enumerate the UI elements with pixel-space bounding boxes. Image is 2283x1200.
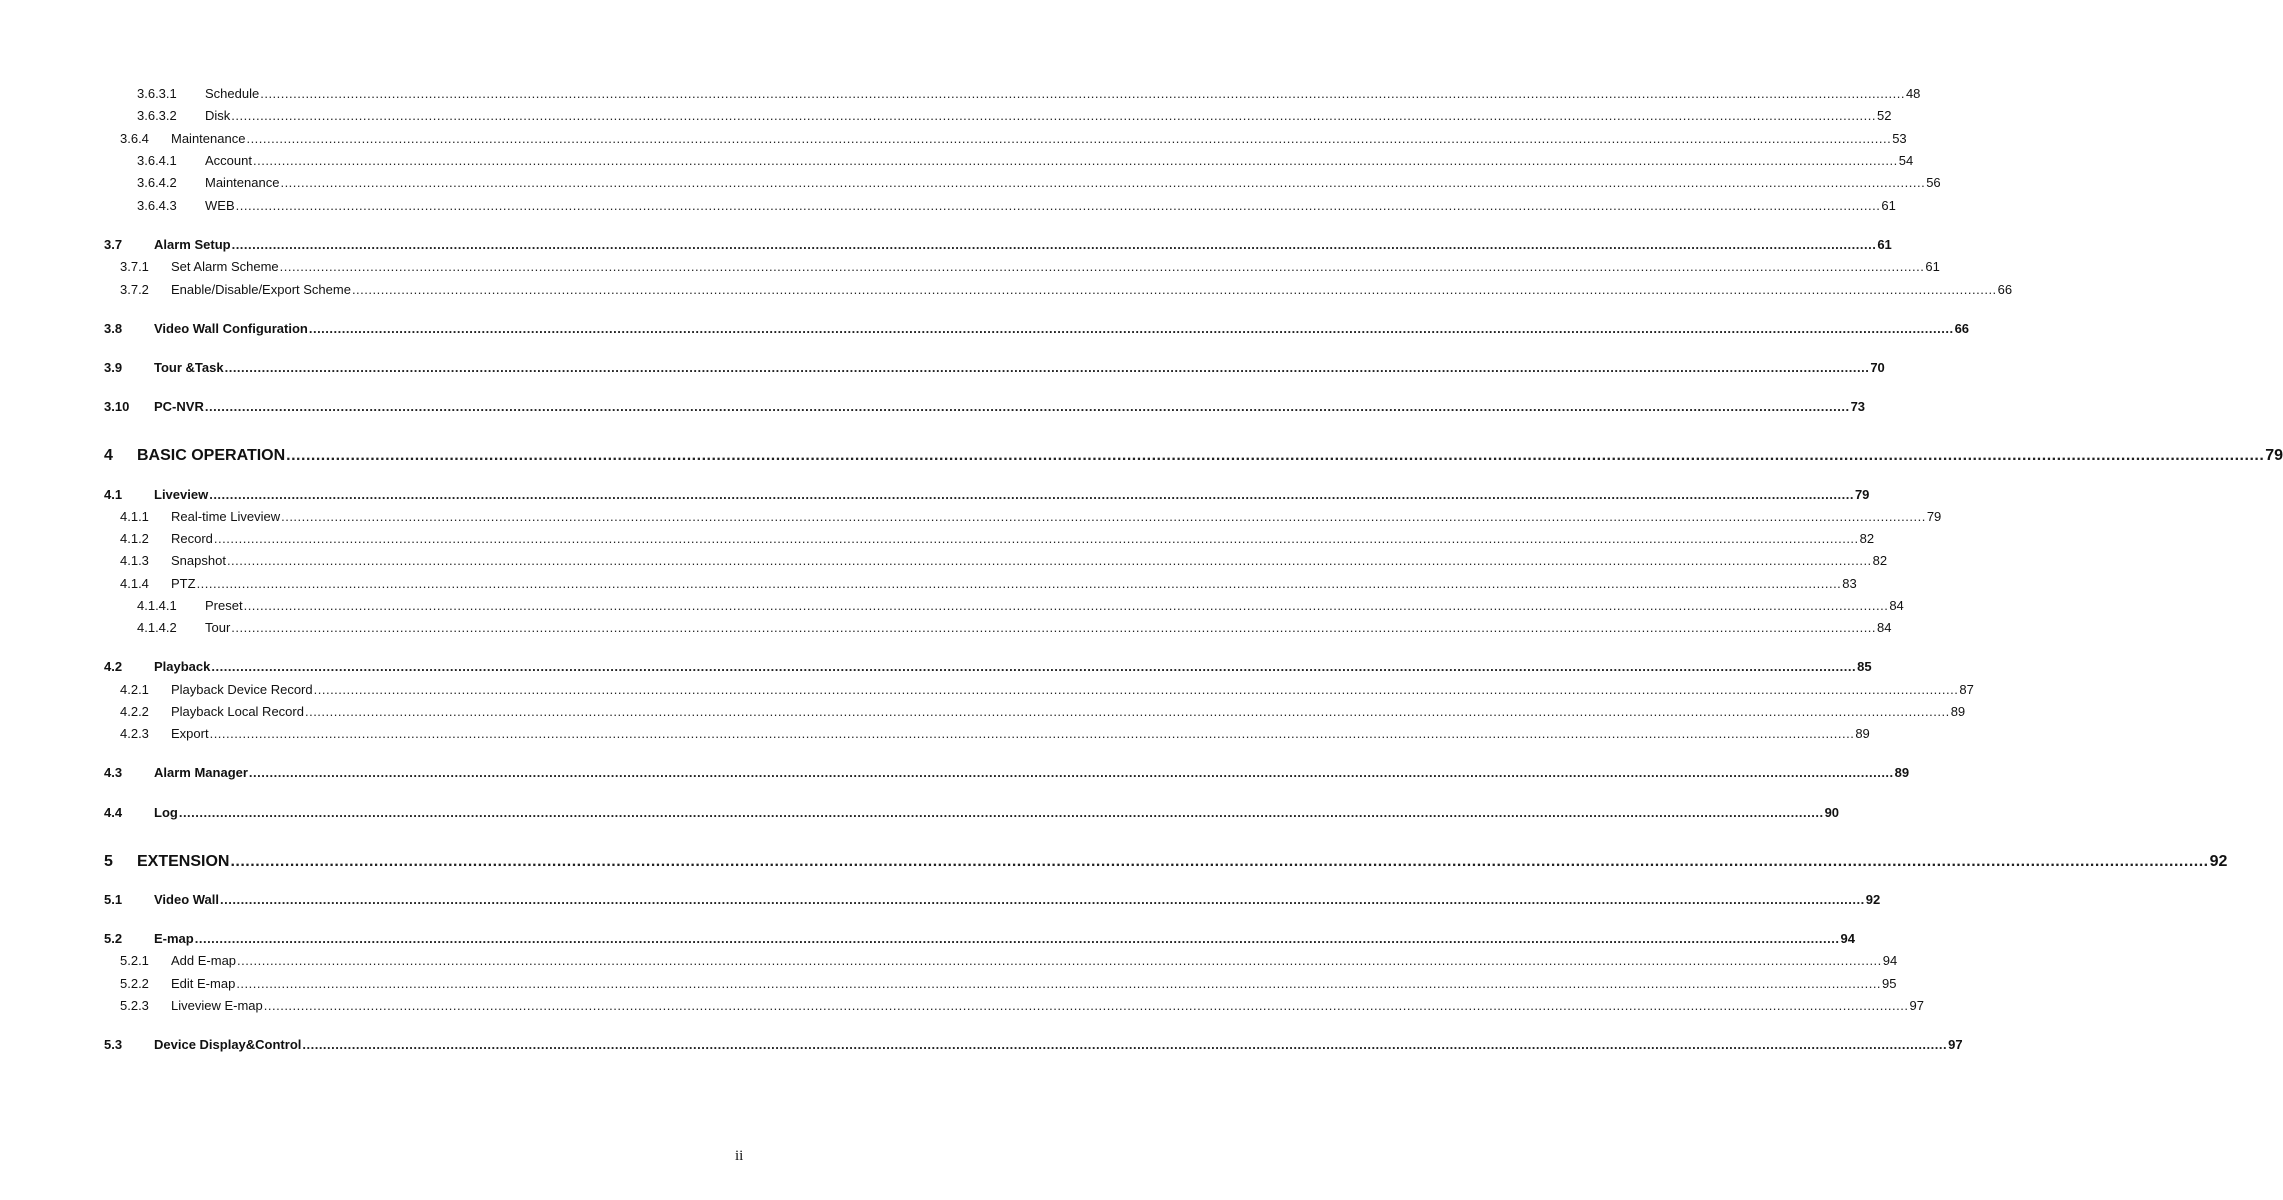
toc-entry-title: Account [205,153,252,168]
toc-entry-title: Schedule [205,86,260,101]
toc-entry-number: 3.6.4.1 [137,153,177,168]
toc-dot-leader: ................................................................................................................................................................................................................................................................................................................................................................................................................ [194,931,1840,946]
toc-entry[interactable] [104,657,1872,677]
toc-entry[interactable] [137,84,1921,104]
toc-entry[interactable] [120,574,1857,594]
toc-entry-title: Edit E-map [171,976,236,991]
toc-dot-leader: ................................................................................................................................................................................................................................................................................................................................................................................................................ [235,198,1881,213]
toc-entry-number: 5.2.1 [120,953,149,968]
toc-entry-page: 89 [1950,704,1966,719]
toc-entry-number: 4.3 [104,765,123,780]
toc-entry[interactable] [137,106,1892,126]
toc-entry-title: Alarm Manager [154,765,248,780]
toc-entry-number: 4.2.3 [120,726,149,741]
toc-entry[interactable] [137,596,1904,616]
toc-dot-leader: ................................................................................................................................................................................................................................................................................................................................................................................................................ [211,659,1857,674]
toc-entry-title: Device Display&Control [154,1037,302,1052]
toc-entry-number: 4.2.2 [120,704,149,719]
toc-entry-number: 3.6.3.1 [137,86,177,101]
toc-dot-leader: ................................................................................................................................................................................................................................................................................................................................................................................................................ [246,131,1892,146]
toc-entry-number: 4.1.4 [120,576,149,591]
toc-entry-page: 54 [1898,153,1914,168]
toc-entry-page: 89 [1855,726,1870,741]
toc-entry-number: 4.1.3 [120,553,149,568]
toc-dot-leader: ................................................................................................................................................................................................................................................................................................................................................................................................................ [230,853,2209,870]
toc-dot-leader: ................................................................................................................................................................................................................................................................................................................................................................................................................ [302,1037,1948,1052]
toc-entry[interactable] [104,929,1855,949]
toc-entry-title: Disk [205,108,231,123]
toc-dot-leader: ................................................................................................................................................................................................................................................................................................................................................................................................................ [279,259,1925,274]
toc-entry-title: WEB [205,198,235,213]
toc-entry-page: 61 [1877,237,1892,252]
toc-dot-leader: ................................................................................................................................................................................................................................................................................................................................................................................................................ [351,282,1997,297]
toc-entry[interactable] [120,996,1924,1016]
toc-entry-page: 73 [1850,399,1866,414]
toc-entry-title: Snapshot [171,553,226,568]
toc-entry-number: 4.1.1 [120,509,149,524]
toc-entry[interactable] [120,724,1870,744]
toc-entry-page: 85 [1857,659,1872,674]
toc-entry-page: 94 [1882,953,1898,968]
toc-entry-number: 3.7 [104,237,123,252]
toc-entry-title: Video Wall [154,892,220,907]
toc-entry-number: 3.6.4.3 [137,198,177,213]
toc-dot-leader: ................................................................................................................................................................................................................................................................................................................................................................................................................ [281,509,1926,524]
toc-entry[interactable] [137,151,1914,171]
toc-entry-page: 83 [1842,576,1857,591]
toc-dot-leader: ................................................................................................................................................................................................................................................................................................................................................................................................................ [313,682,1959,697]
toc-entry-title: Add E-map [171,953,237,968]
toc-entry-title: PC-NVR [154,399,204,414]
toc-entry-title: Export [171,726,209,741]
toc-entry-page: 95 [1882,976,1897,991]
toc-entry[interactable] [104,763,1910,783]
toc-entry-page: 84 [1889,598,1904,613]
toc-dot-leader: ................................................................................................................................................................................................................................................................................................................................................................................................................ [209,487,1854,502]
toc-entry-number: 5 [104,853,113,870]
toc-entry-page: 89 [1894,765,1910,780]
toc-entry[interactable] [104,485,1870,505]
toc-entry[interactable] [104,358,1885,378]
toc-entry[interactable] [104,235,1892,255]
toc-dot-leader: ................................................................................................................................................................................................................................................................................................................................................................................................................ [304,704,1950,719]
toc-entry-title: Enable/Disable/Export Scheme [171,282,351,297]
toc-entry-number: 3.8 [104,321,123,336]
toc-entry[interactable] [120,129,1907,149]
toc-entry-title: Record [171,531,213,546]
toc-entry-title: Tour [205,620,231,635]
toc-entry-number: 5.2.3 [120,998,149,1013]
toc-entry[interactable] [120,280,2013,300]
toc-entry[interactable] [104,850,2228,874]
toc-entry-title: Playback [154,659,211,674]
toc-entry-title: Maintenance [171,131,246,146]
toc-entry-page: 52 [1877,108,1892,123]
toc-entry-page: 82 [1872,553,1888,568]
toc-dot-leader: ................................................................................................................................................................................................................................................................................................................................................................................................................ [209,726,1855,741]
toc-entry-page: 90 [1824,805,1840,820]
toc-entry-number: 4.4 [104,805,123,820]
toc-entry-number: 3.6.4 [120,131,149,146]
toc-dot-leader: ................................................................................................................................................................................................................................................................................................................................................................................................................ [243,598,1889,613]
toc-entry-number: 3.10 [104,399,130,414]
toc-entry-number: 3.7.2 [120,282,149,297]
toc-entry[interactable] [104,397,1866,417]
toc-entry-number: 4.1 [104,487,123,502]
toc-entry[interactable] [104,890,1881,910]
toc-dot-leader: ................................................................................................................................................................................................................................................................................................................................................................................................................ [260,86,1905,101]
toc-entry-title: Preset [205,598,243,613]
toc-entry[interactable] [104,319,1970,339]
toc-entry-number: 3.6.4.2 [137,175,177,190]
toc-entry-number: 5.2.2 [120,976,149,991]
toc-dot-leader: ................................................................................................................................................................................................................................................................................................................................................................................................................ [237,953,1882,968]
toc-entry-title: Playback Local Record [171,704,304,719]
toc-entry-number: 4 [104,447,113,464]
toc-dot-leader: ................................................................................................................................................................................................................................................................................................................................................................................................................ [204,399,1850,414]
toc-entry-page: 79 [1854,487,1870,502]
toc-entry-title: Liveview [154,487,209,502]
toc-entry-page: 97 [1909,998,1924,1013]
toc-entry-page: 79 [2265,447,2283,464]
toc-dot-leader: ................................................................................................................................................................................................................................................................................................................................................................................................................ [263,998,1909,1013]
page-number: ii [735,1148,744,1164]
toc-entry-page: 66 [1954,321,1970,336]
toc-entry[interactable] [104,444,2283,468]
toc-entry[interactable] [120,529,1875,549]
toc-dot-leader: ................................................................................................................................................................................................................................................................................................................................................................................................................ [213,531,1859,546]
toc-entry[interactable] [120,507,1942,527]
toc-entry-title: Liveview E-map [171,998,263,1013]
toc-dot-leader: ................................................................................................................................................................................................................................................................................................................................................................................................................ [226,553,1872,568]
toc-entry-number: 5.1 [104,892,123,907]
toc-entry-title: Real-time Liveview [171,509,281,524]
toc-entry-page: 56 [1926,175,1941,190]
toc-dot-leader: ................................................................................................................................................................................................................................................................................................................................................................................................................ [248,765,1894,780]
toc-entry[interactable] [104,803,1840,823]
toc-entry-page: 79 [1926,509,1942,524]
toc-entry-number: 3.9 [104,360,123,375]
toc-entry-number: 4.2.1 [120,682,149,697]
toc-entry[interactable] [120,702,1966,722]
toc-entry-title: Alarm Setup [154,237,231,252]
toc-entry[interactable] [120,680,1974,700]
toc-entry-number: 3.6.3.2 [137,108,177,123]
toc-entry-number: 4.1.2 [120,531,149,546]
toc-entry[interactable] [104,1035,1963,1055]
toc-entry-number: 5.3 [104,1037,123,1052]
toc-entry-title: BASIC OPERATION [137,447,286,464]
toc-entry-page: 92 [2209,853,2228,870]
toc-entry-page: 82 [1859,531,1875,546]
toc-entry-number: 3.7.1 [120,259,149,274]
toc-dot-leader: ................................................................................................................................................................................................................................................................................................................................................................................................................ [220,892,1865,907]
toc-entry-title: Maintenance [205,175,280,190]
toc-entry-title: Video Wall Configuration [154,321,308,336]
toc-entry-title: EXTENSION [137,853,230,870]
toc-entry-page: 53 [1892,131,1907,146]
toc-entry[interactable] [137,173,1941,193]
toc-entry-page: 66 [1997,282,2013,297]
toc-entry-title: Set Alarm Scheme [171,259,279,274]
toc-dot-leader: ................................................................................................................................................................................................................................................................................................................................................................................................................ [231,620,1877,635]
toc-entry-page: 87 [1959,682,1974,697]
toc-entry-number: 4.1.4.2 [137,620,177,635]
toc-entry[interactable] [120,951,1898,971]
toc-entry-title: Log [154,805,178,820]
toc-entry-page: 61 [1925,259,1940,274]
toc-entry-page: 92 [1865,892,1881,907]
toc-entry-title: PTZ [171,576,196,591]
toc-entry-page: 97 [1948,1037,1963,1052]
toc-dot-leader: ................................................................................................................................................................................................................................................................................................................................................................................................................ [224,360,1870,375]
toc-entry[interactable] [137,196,1896,216]
toc-dot-leader: ................................................................................................................................................................................................................................................................................................................................................................................................................ [308,321,1954,336]
toc-entry[interactable] [120,974,1897,994]
toc-entry-title: Tour &Task [154,360,224,375]
toc-entry-title: E-map [154,931,194,946]
toc-entry-page: 48 [1905,86,1921,101]
toc-entry-title: Playback Device Record [171,682,313,697]
toc-dot-leader: ................................................................................................................................................................................................................................................................................................................................................................................................................ [252,153,1898,168]
toc-entry-number: 5.2 [104,931,123,946]
toc-entry-page: 61 [1881,198,1896,213]
toc-dot-leader: ................................................................................................................................................................................................................................................................................................................................................................................................................ [196,576,1842,591]
toc-dot-leader: ................................................................................................................................................................................................................................................................................................................................................................................................................ [231,237,1877,252]
toc-entry-page: 70 [1870,360,1885,375]
toc-dot-leader: ................................................................................................................................................................................................................................................................................................................................................................................................................ [280,175,1926,190]
toc-entry-number: 4.2 [104,659,123,674]
toc-dot-leader: ................................................................................................................................................................................................................................................................................................................................................................................................................ [231,108,1877,123]
toc-entry[interactable] [120,551,1888,571]
toc-entry-page: 84 [1877,620,1892,635]
toc-dot-leader: ................................................................................................................................................................................................................................................................................................................................................................................................................ [178,805,1824,820]
toc-entry-page: 94 [1840,931,1855,946]
toc-entry[interactable] [120,257,1940,277]
toc-entry[interactable] [137,618,1892,638]
toc-entry-number: 4.1.4.1 [137,598,177,613]
toc-dot-leader: ................................................................................................................................................................................................................................................................................................................................................................................................................ [286,447,2265,464]
toc-dot-leader: ................................................................................................................................................................................................................................................................................................................................................................................................................ [236,976,1882,991]
